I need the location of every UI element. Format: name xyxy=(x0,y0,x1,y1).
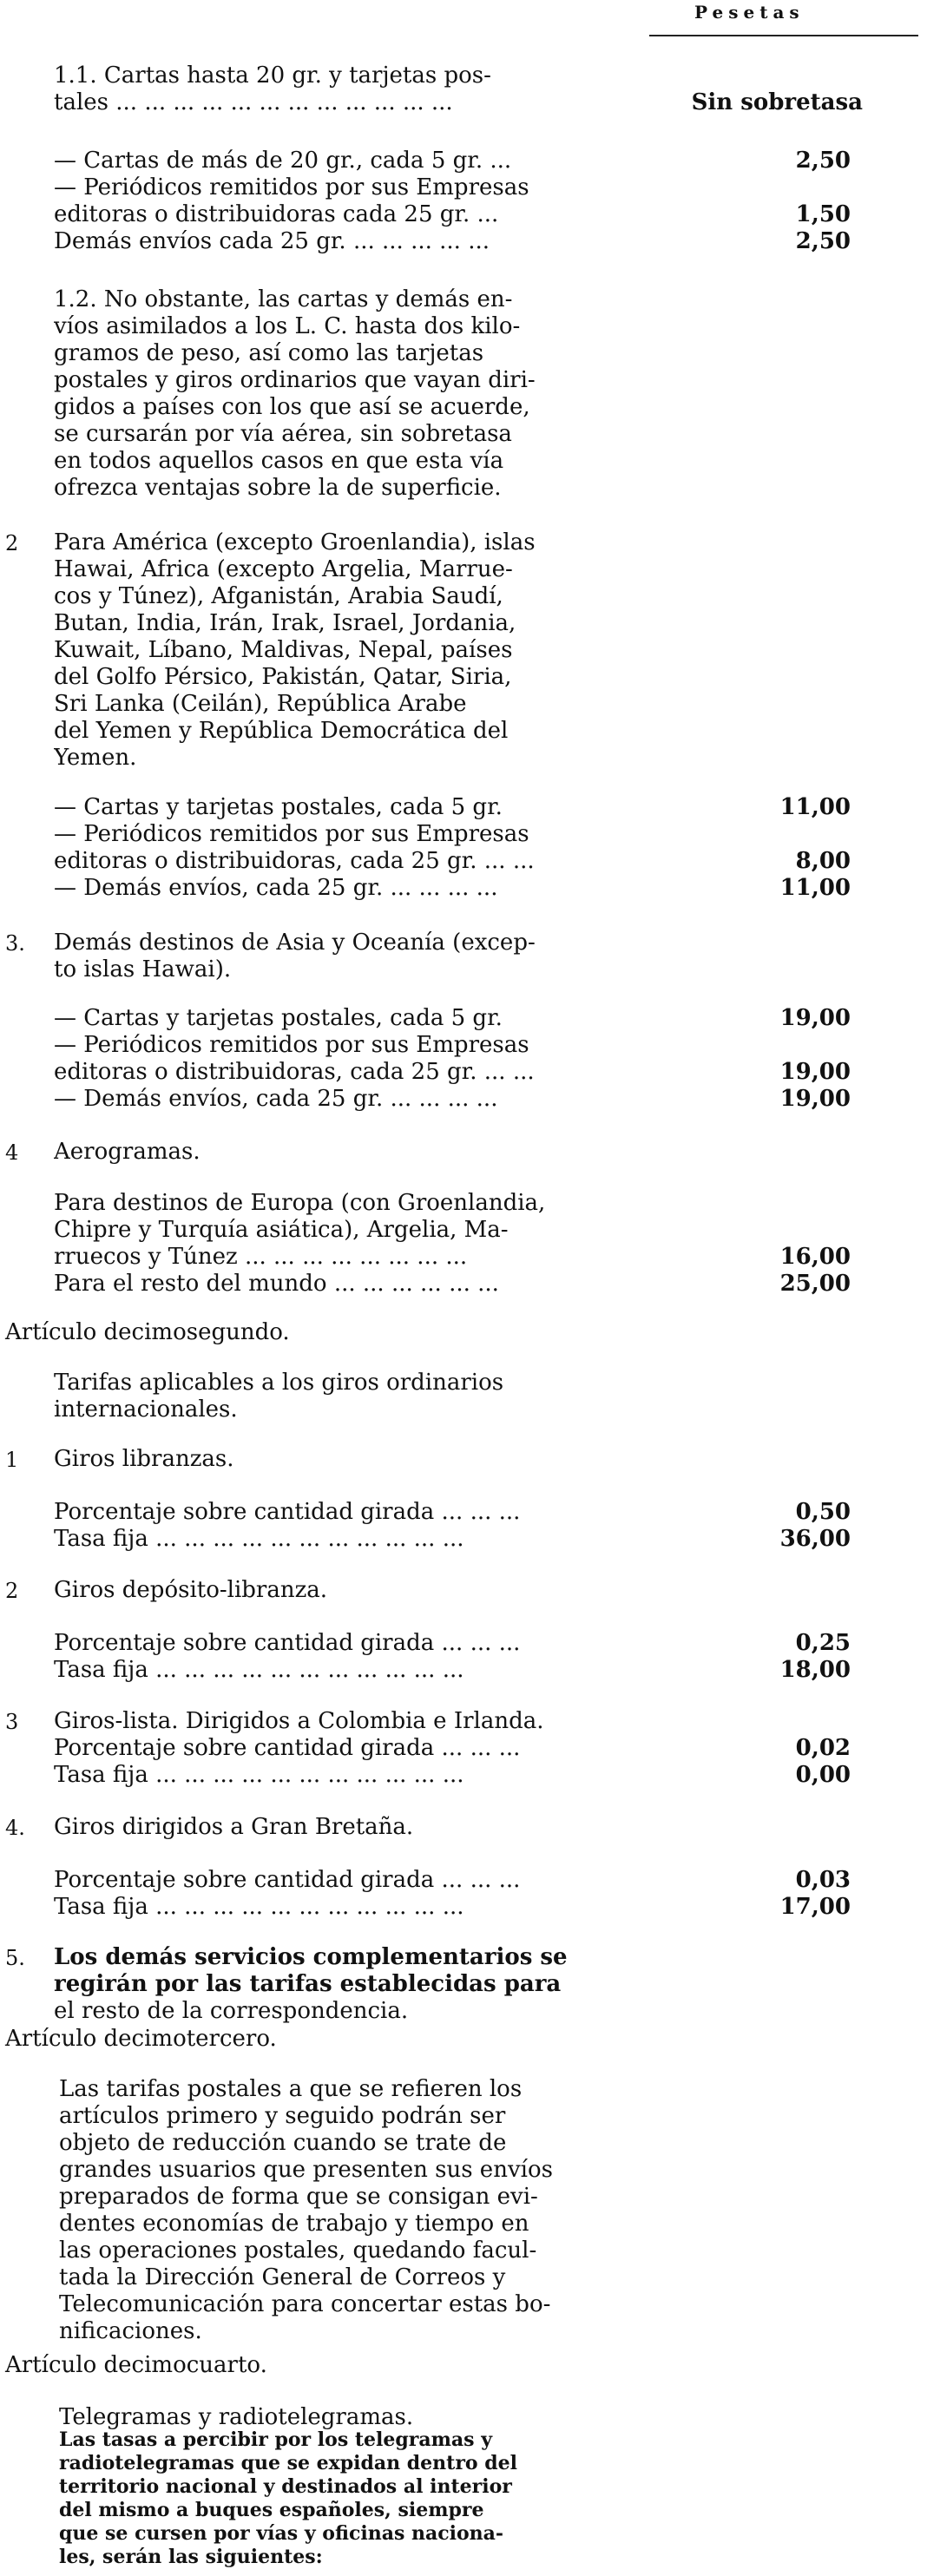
text-line: Las tarifas postales a que se refieren los xyxy=(59,2076,523,2102)
tariff-label: editoras o distribuidoras cada 25 gr. ... xyxy=(54,201,499,227)
item-number: 1 xyxy=(5,1448,19,1472)
text-line: Telecomunicación para concertar estas bo- xyxy=(59,2291,551,2317)
section-2 xyxy=(54,529,661,772)
text-line: Telegramas y radiotelegramas. xyxy=(59,2404,414,2430)
text-line: 1.1. Cartas hasta 20 gr. y tarjetas pos- xyxy=(54,62,491,89)
tariff-value: 0,03 xyxy=(795,1867,851,1893)
text-line: Butan, India, Irán, Irak, Israel, Jordania, xyxy=(54,610,516,636)
tariff-label: Tasa fija ... ... ... ... ... ... ... ... ... ... ... xyxy=(54,1894,464,1920)
tariff-label: — Periódicos remitidos por sus Empresas xyxy=(54,821,529,847)
tariff-row xyxy=(0,1762,927,1789)
tariff-row xyxy=(0,201,927,228)
tariff-label: Porcentaje sobre cantidad girada ... ... ... xyxy=(54,1735,521,1761)
section-3 xyxy=(54,930,661,983)
text-line: objeto de reducción cuando se trate de xyxy=(59,2130,507,2156)
tariff-value: 8,00 xyxy=(795,848,851,874)
tariff-row xyxy=(0,1244,927,1271)
tariff-value: 25,00 xyxy=(779,1271,851,1297)
tariff-label: Para el resto del mundo ... ... ... ... ... ... xyxy=(54,1271,499,1297)
tariff-value: 36,00 xyxy=(779,1526,851,1552)
tariff-value: 2,50 xyxy=(795,228,851,254)
tariff-row xyxy=(0,1894,927,1921)
text-line: tales ... ... ... ... ... ... ... ... ... ... ... ... xyxy=(54,89,453,115)
text-line: regirán por las tarifas establecidas para xyxy=(54,1971,562,1997)
tariff-value: 1,50 xyxy=(795,201,851,227)
tariff-value: 19,00 xyxy=(779,1005,851,1031)
giro-2-title xyxy=(54,1577,327,1604)
tariff-label: — Demás envíos, cada 25 gr. ... ... ... ... xyxy=(54,1086,498,1112)
article-12-heading: Artículo decimosegundo. xyxy=(5,1319,290,1345)
text-line: postales y giros ordinarios que vayan diri- xyxy=(54,367,536,393)
section-4-title xyxy=(54,1139,201,1166)
text-line: to islas Hawai). xyxy=(54,956,232,982)
text-line: Tarifas aplicables a los giros ordinarios xyxy=(54,1370,504,1396)
tariff-row xyxy=(0,1271,927,1298)
tariff-row xyxy=(0,148,927,174)
header-rule xyxy=(649,35,918,36)
text-line: el resto de la correspondencia. xyxy=(54,1998,409,2024)
text-line: 1.2. No obstante, las cartas y demás en- xyxy=(54,286,513,312)
text-line: Giros dirigidos a Gran Bretaña. xyxy=(54,1814,414,1840)
item-number: 4 xyxy=(5,1140,19,1165)
text-line: Demás destinos de Asia y Oceanía (excep- xyxy=(54,930,536,956)
tariff-row xyxy=(0,1086,927,1113)
text-line: radiotelegramas que se expidan dentro del xyxy=(59,2452,517,2474)
tariff-label: — Cartas y tarjetas postales, cada 5 gr. xyxy=(54,794,503,820)
text-line: les, serán las siguientes: xyxy=(59,2546,323,2568)
item-number: 3. xyxy=(5,931,25,956)
text-line: cos y Túnez), Afganistán, Arabia Saudí, xyxy=(54,583,503,609)
tariff-value: 19,00 xyxy=(779,1059,851,1085)
text-line: Chipre y Turquía asiática), Argelia, Ma- xyxy=(54,1217,509,1243)
text-line: internacionales. xyxy=(54,1396,238,1423)
tariff-label: Tasa fija ... ... ... ... ... ... ... ... ... ... ... xyxy=(54,1657,464,1683)
tariff-value: 18,00 xyxy=(779,1657,851,1683)
section-1-1-value-row xyxy=(0,89,927,116)
tariff-row xyxy=(0,821,927,848)
text-line: gidos a países con los que así se acuerde, xyxy=(54,394,530,420)
tariff-row xyxy=(0,1867,927,1894)
text-line: gramos de peso, así como las tarjetas xyxy=(54,340,484,366)
text-line: se cursarán por vía aérea, sin sobretasa xyxy=(54,421,512,447)
tariff-value: 0,25 xyxy=(795,1630,851,1656)
tariff-row xyxy=(0,1630,927,1657)
tariff-row xyxy=(0,1735,927,1762)
item-number: 2 xyxy=(5,531,19,555)
text-line: nificaciones. xyxy=(59,2318,202,2344)
text-line: las operaciones postales, quedando facul- xyxy=(59,2238,537,2264)
tariff-label: Porcentaje sobre cantidad girada ... ... ... xyxy=(54,1867,521,1893)
tariff-label: Porcentaje sobre cantidad girada ... ... ... xyxy=(54,1630,521,1656)
item-number: 4. xyxy=(5,1816,25,1840)
giro-1-title xyxy=(54,1446,234,1473)
tariff-label: Tasa fija ... ... ... ... ... ... ... ... ... ... ... xyxy=(54,1762,464,1788)
tariff-label: Demás envíos cada 25 gr. ... ... ... ... ... xyxy=(54,228,490,254)
giro-3-title xyxy=(54,1708,544,1735)
section-1-2 xyxy=(54,286,661,502)
tariff-row xyxy=(0,1526,927,1553)
text-line: que se cursen por vías y oficinas naciona- xyxy=(59,2522,504,2545)
text-line: Kuwait, Líbano, Maldivas, Nepal, países xyxy=(54,637,513,663)
text-line: Giros depósito-libranza. xyxy=(54,1577,328,1603)
tariff-value: 17,00 xyxy=(779,1894,851,1920)
article-13-text xyxy=(59,2076,667,2345)
tariff-value: 0,50 xyxy=(795,1499,851,1525)
text-line: grandes usuarios que presenten sus envíos xyxy=(59,2157,553,2183)
text-line: del Golfo Pérsico, Pakistán, Qatar, Siria, xyxy=(54,664,512,690)
section-4-text xyxy=(54,1190,661,1244)
item-number: 5. xyxy=(5,1946,25,1970)
item-number: 3 xyxy=(5,1710,19,1734)
article-14-last-line xyxy=(59,2546,667,2569)
tariff-value: 11,00 xyxy=(779,794,851,820)
text-line: Aerogramas. xyxy=(54,1139,201,1165)
tariff-row xyxy=(0,1032,927,1059)
giro-5-text xyxy=(54,1944,661,2025)
tariff-value: 0,02 xyxy=(795,1735,851,1761)
text-line: Hawai, Africa (excepto Argelia, Marrue- xyxy=(54,556,513,582)
article-14-subtitle xyxy=(59,2404,413,2431)
tariff-row xyxy=(0,174,927,201)
tariff-row xyxy=(0,1005,927,1032)
tariff-label: — Periódicos remitidos por sus Empresas xyxy=(54,174,529,200)
article-12-text xyxy=(54,1370,661,1423)
tariff-label: Porcentaje sobre cantidad girada ... ... ... xyxy=(54,1499,521,1525)
tariff-value: 11,00 xyxy=(779,875,851,901)
text-line: víos asimilados a los L. C. hasta dos kilo- xyxy=(54,313,521,339)
text-line: Yemen. xyxy=(54,745,137,771)
text-line: en todos aquellos casos en que esta vía xyxy=(54,448,504,474)
tariff-label: — Cartas y tarjetas postales, cada 5 gr. xyxy=(54,1005,503,1031)
text-line: tada la Dirección General de Correos y xyxy=(59,2264,506,2290)
text-line: ofrezca ventajas sobre la de superficie. xyxy=(54,475,502,501)
tariff-row xyxy=(0,1499,927,1526)
item-number: 2 xyxy=(5,1579,19,1603)
article-14-body xyxy=(59,2428,667,2546)
tariff-label: Tasa fija ... ... ... ... ... ... ... ... ... ... ... xyxy=(54,1526,464,1552)
text-line: del Yemen y República Democrática del xyxy=(54,718,509,744)
giro-4-title xyxy=(54,1814,413,1841)
tariff-label: — Demás envíos, cada 25 gr. ... ... ... ... xyxy=(54,875,498,901)
text-line: artículos primero y seguido podrán ser xyxy=(59,2103,506,2129)
text-line: Los demás servicios complementarios se xyxy=(54,1944,568,1970)
text-line: Giros libranzas. xyxy=(54,1446,234,1472)
tariff-value: 16,00 xyxy=(779,1244,851,1270)
tariff-label: rruecos y Túnez ... ... ... ... ... ... ... ... xyxy=(54,1244,468,1270)
tariff-value: 0,00 xyxy=(795,1762,851,1788)
tariff-row xyxy=(0,1059,927,1086)
tariff-label: editoras o distribuidoras, cada 25 gr. ... ... xyxy=(54,848,535,874)
tariff-label: — Cartas de más de 20 gr., cada 5 gr. ... xyxy=(54,148,512,174)
text-line: dentes economías de trabajo y tiempo en xyxy=(59,2211,529,2237)
tariff-label: editoras o distribuidoras, cada 25 gr. ... ... xyxy=(54,1059,535,1085)
article-14-heading: Artículo decimocuarto. xyxy=(5,2352,267,2378)
tariff-label: — Periódicos remitidos por sus Empresas xyxy=(54,1032,529,1058)
tariff-row xyxy=(0,848,927,875)
text-line: Para destinos de Europa (con Groenlandia, xyxy=(54,1190,546,1216)
text-line: Las tasas a percibir por los telegramas y xyxy=(59,2428,492,2451)
pesetas-column-header: Pesetas xyxy=(694,2,805,23)
text-line: Sri Lanka (Ceilán), República Arabe xyxy=(54,691,467,717)
text-line: Giros-lista. Dirigidos a Colombia e Irlanda. xyxy=(54,1708,544,1734)
article-13-heading: Artículo decimotercero. xyxy=(5,2026,277,2052)
text-line: territorio nacional y destinados al interior xyxy=(59,2475,512,2498)
text-line: preparados de forma que se consigan evi- xyxy=(59,2184,538,2210)
tariff-value: 2,50 xyxy=(795,148,851,174)
tariff-row xyxy=(0,794,927,821)
text-line: del mismo a buques españoles, siempre xyxy=(59,2499,484,2521)
tariff-row xyxy=(0,875,927,902)
tariff-value: Sin sobretasa xyxy=(691,89,863,115)
text-line: Para América (excepto Groenlandia), islas xyxy=(54,529,536,555)
tariff-row xyxy=(0,1657,927,1684)
tariff-row xyxy=(0,228,927,255)
tariff-value: 19,00 xyxy=(779,1086,851,1112)
